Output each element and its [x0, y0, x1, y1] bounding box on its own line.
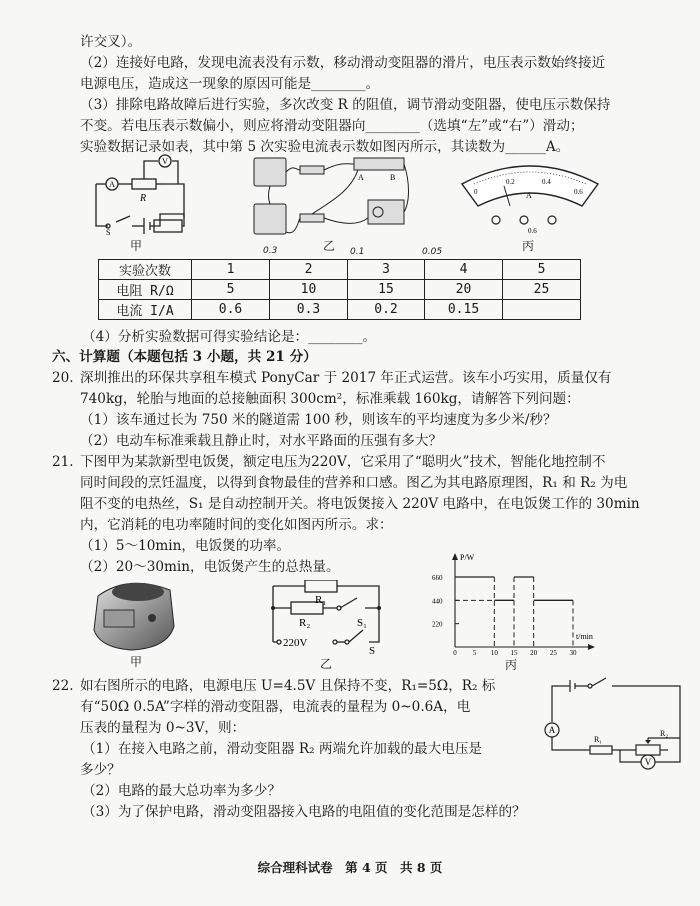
section-heading: 六、计算题（本题包括 3 小题，共 21 分） [52, 349, 317, 365]
table-cell: 20 [425, 280, 503, 300]
power-time-graph [430, 550, 605, 656]
table-cell: 3 [348, 260, 425, 280]
terminal-b-label: B [390, 173, 396, 182]
q20-line: 深圳推出的环保共享租车模式 PonyCar 于 2017 年正式运营。该车小巧实用，质量仅有 [80, 370, 612, 386]
meter-tick: 0.2 [506, 178, 515, 186]
table-row [99, 260, 581, 280]
x-tick-label: 25 [549, 649, 557, 656]
table-cell: 5 [192, 280, 270, 300]
q22-line: （1）在接入电路之前，滑动变阻器 R₂ 两端允许加载的最大电压是 [82, 741, 483, 757]
circuit-diagram-jia [88, 154, 198, 236]
meter-tick: 0.4 [542, 178, 551, 186]
q21-line: 下图甲为某款新型电饭煲，额定电压为220V，它采用了“聪明火”技术，智能化地控制不 [80, 454, 606, 470]
q20-line: （2）电动车标准乘载且静止时，对水平路面的压强有多大？ [80, 433, 443, 449]
question-number: 22. [52, 678, 74, 694]
table-cell: 0.15 [425, 300, 503, 320]
table-cell: 0.6 [192, 300, 270, 320]
table-header-cell: 电阻 R/Ω [99, 280, 192, 300]
x-tick-label: 20 [530, 649, 538, 656]
x-tick-label: 5 [472, 649, 477, 656]
terminal-a-label: A [358, 173, 364, 182]
q20-line: （1）该车通过长为 750 米的隧道需 100 秒，则该车的平均速度为多少米/秒？ [80, 412, 557, 428]
caption-bing: 丙 [505, 658, 518, 672]
table-row [99, 280, 581, 300]
ammeter-dial-bing [458, 156, 603, 236]
q19-line: 实验数据记录如表，其中第 5 次实验电流表示数如图丙所示，其读数为______A。 [80, 139, 570, 155]
ammeter-label: A [109, 180, 115, 189]
q22-line: （2）电路的最大总功率为多少？ [82, 783, 281, 799]
q19-line: （3）排除电路故障后进行实验，多次改变 R 的阻值，调节滑动变阻器，使电压示数保持 [80, 97, 611, 113]
ammeter-label: A [548, 725, 556, 735]
handwritten-note: 0.1 [350, 247, 365, 257]
meter-tick: 0.6 [574, 188, 583, 196]
apparatus-photo-yi [250, 154, 415, 242]
table-cell: 25 [503, 280, 581, 300]
table-cell: 4 [425, 260, 503, 280]
table-cell: 10 [270, 280, 348, 300]
q22-line: 压表的量程为 0~3V，则： [80, 720, 246, 736]
meter-unit: A [526, 191, 532, 200]
r1-label: R₁ [594, 735, 603, 744]
x-axis-arrow [588, 644, 595, 650]
handwritten-note: 0.3 [263, 246, 278, 256]
q21-line: 阻不变的电热丝，S₁ 是自动控制开关。将电饭煲接入 220V 电路中，在电饭煲工作的 30min [80, 496, 640, 512]
voltmeter-label: V [644, 757, 652, 767]
table-row [99, 300, 581, 320]
q22-line: 如右图所示的电路，电源电压 U=4.5V 且保持不变，R₁=5Ω，R₂ 标 [80, 678, 496, 694]
table-cell: 0.3 [270, 300, 348, 320]
rice-cooker-image [88, 578, 183, 652]
voltmeter-label: V [162, 157, 168, 166]
r2-label: R₂ [660, 729, 669, 738]
source-label: 220V [283, 637, 308, 649]
table-cell: 2 [270, 260, 348, 280]
meter-tick: 0 [474, 188, 478, 196]
x-tick-label: 15 [510, 649, 518, 656]
table-cell: 0.2 [348, 300, 425, 320]
q19-line: 不变。若电压表示数偏小，则应将滑动变阻器向________（选填“左”或“右”）滑动； [80, 118, 584, 134]
y-tick-label: 440 [432, 597, 443, 606]
page-footer: 综合理科试卷 第 4 页 共 8 页 [257, 860, 443, 875]
x-axis-label: t/min [576, 632, 593, 641]
table-cell: 1 [192, 260, 270, 280]
q19-part4: （4）分析实验数据可得实验结论是：________。 [82, 329, 377, 345]
q22-line: 多少？ [80, 762, 121, 778]
q20-line: 740kg，轮胎与地面的总接触面积 300cm²，标准乘载 160kg，请解答下列问题： [80, 391, 580, 407]
y-tick-label: 220 [432, 620, 443, 629]
q21-line: （2）20～30min，电饭煲产生的总热量。 [80, 559, 340, 575]
caption-jia: 甲 [130, 655, 143, 669]
experiment-table [98, 259, 581, 320]
r1-label: R₁ [315, 594, 327, 606]
table-cell: 15 [348, 280, 425, 300]
meter-terminal-label: 0.6 [528, 227, 537, 235]
table-header-cell: 电流 I/A [99, 300, 192, 320]
s1-label: S₁ [357, 617, 367, 629]
q21-line: 内，它消耗的电功率随时间的变化如图丙所示。求： [80, 517, 393, 533]
y-axis-arrow [452, 553, 458, 560]
q22-circuit-diagram [540, 672, 690, 776]
caption-yi: 乙 [323, 239, 336, 253]
table-cell [503, 300, 581, 320]
question-number: 20. [52, 370, 74, 386]
caption-yi: 乙 [320, 657, 333, 671]
switch-label: S [106, 228, 111, 236]
handwritten-note: 0.05 [422, 247, 443, 257]
resistor-label: R [140, 193, 147, 204]
caption-bing: 丙 [522, 239, 535, 253]
cooker-circuit-diagram [265, 580, 390, 654]
caption-jia: 甲 [130, 239, 143, 253]
question-number: 21. [52, 454, 74, 470]
q19-line: 许交叉）。 [80, 34, 142, 50]
q19-line: 电源电压，造成这一现象的原因可能是________。 [80, 76, 380, 92]
table-header-cell: 实验次数 [99, 260, 192, 280]
q21-line: （1）5～10min，电饭煲的功率。 [80, 538, 291, 554]
q21-line: 同时间段的烹饪温度，以得到食物最佳的营养和口感。图乙为其电路原理图，R₁ 和 R₂ 为电 [80, 475, 628, 491]
y-tick-label: 660 [432, 574, 443, 582]
x-tick-label: 30 [569, 649, 577, 656]
table-cell: 5 [503, 260, 581, 280]
s-label: S [369, 645, 376, 654]
x-tick-label: 0 [453, 649, 457, 656]
x-tick-label: 10 [490, 649, 498, 656]
q22-line: （3）为了保护电路，滑动变阻器接入电路的电阻值的变化范围是怎样的？ [82, 804, 526, 820]
r2-label: R₂ [299, 617, 311, 629]
y-axis-label: P/W [460, 553, 475, 562]
q22-line: 有“50Ω 0.5A”字样的滑动变阻器，电流表的量程为 0~0.6A，电 [80, 699, 471, 715]
q19-line: （2）连接好电路，发现电流表没有示数，移动滑动变阻器的滑片，电压表示数始终接近 [80, 55, 606, 71]
